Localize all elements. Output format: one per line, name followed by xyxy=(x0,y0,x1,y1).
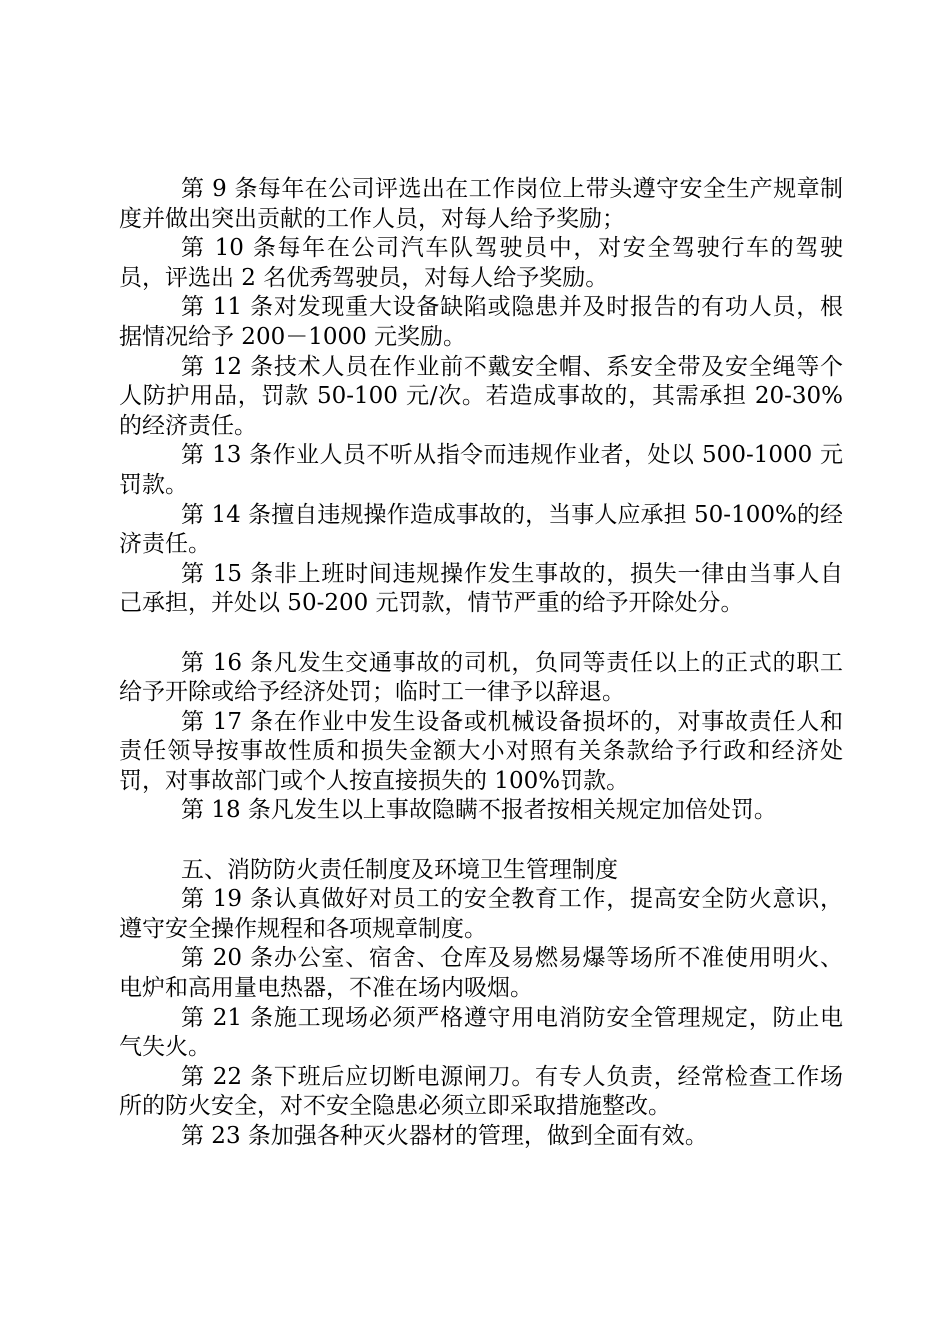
paragraph-article-14: 第 14 条擅自违规操作造成事故的，当事人应承担 50-100%的经济责任。 xyxy=(119,501,843,558)
paragraph-article-9: 第 9 条每年在公司评选出在工作岗位上带头遵守安全生产规章制度并做出突出贡献的工作人员，对每人给予奖励； xyxy=(119,176,843,232)
paragraph-article-20: 第 20 条办公室、宿舍、仓库及易燃易爆等场所不准使用明火、电炉和高用量电热器，不准在场内吸烟。 xyxy=(119,945,843,1002)
blank-line xyxy=(119,619,843,649)
paragraph-article-12: 第 12 条技术人员在作业前不戴安全帽、系安全带及安全绳等个人防护用品，罚款 50-100 元/次。若造成事故的，其需承担 20-30%的经济责任。 xyxy=(119,353,843,439)
paragraph-article-23: 第 23 条加强各种灭火器材的管理，做到全面有效。 xyxy=(181,1123,708,1149)
paragraph-article-19: 第 19 条认真做好对员工的安全教育工作，提高安全防火意识，遵守安全操作规程和各项规章制度。 xyxy=(119,886,843,942)
paragraph-article-16: 第 16 条凡发生交通事故的司机，负同等责任以上的正式的职工给予开除或给予经济处罚；临时工一律予以辞退。 xyxy=(119,649,843,706)
document-body xyxy=(119,175,843,1152)
paragraph-article-21: 第 21 条施工现场必须严格遵守用电消防安全管理规定，防止电气失火。 xyxy=(119,1004,843,1061)
paragraph-article-11: 第 11 条对发现重大设备缺陷或隐患并及时报告的有功人员，根据情况给予 200－1000 元奖励。 xyxy=(119,294,843,350)
paragraph-article-22: 第 22 条下班后应切断电源闸刀。有专人负责，经常检查工作场所的防火安全，对不安全隐患必须立即采取措施整改。 xyxy=(119,1063,843,1120)
paragraph-article-10: 第 10 条每年在公司汽车队驾驶员中，对安全驾驶行车的驾驶员，评选出 2 名优秀驾驶员，对每人给予奖励。 xyxy=(119,235,843,291)
paragraph-article-13: 第 13 条作业人员不听从指令而违规作业者，处以 500-1000 元罚款。 xyxy=(119,442,843,498)
paragraph-article-15: 第 15 条非上班时间违规操作发生事故的，损失一律由当事人自己承担，并处以 50-200 元罚款，情节严重的给予开除处分。 xyxy=(119,560,843,617)
paragraph-article-18: 第 18 条凡发生以上事故隐瞒不报者按相关规定加倍处罚。 xyxy=(181,797,777,824)
section-heading: 五、消防防火责任制度及环境卫生管理制度 xyxy=(181,856,618,883)
paragraph-article-17: 第 17 条在作业中发生设备或机械设备损坏的，对事故责任人和责任领导按事故性质和损失金额大小对照有关条款给予行政和经济处罚，对事故部门或个人按直接损失的 100%罚款。 xyxy=(119,708,843,794)
blank-line xyxy=(119,826,843,856)
